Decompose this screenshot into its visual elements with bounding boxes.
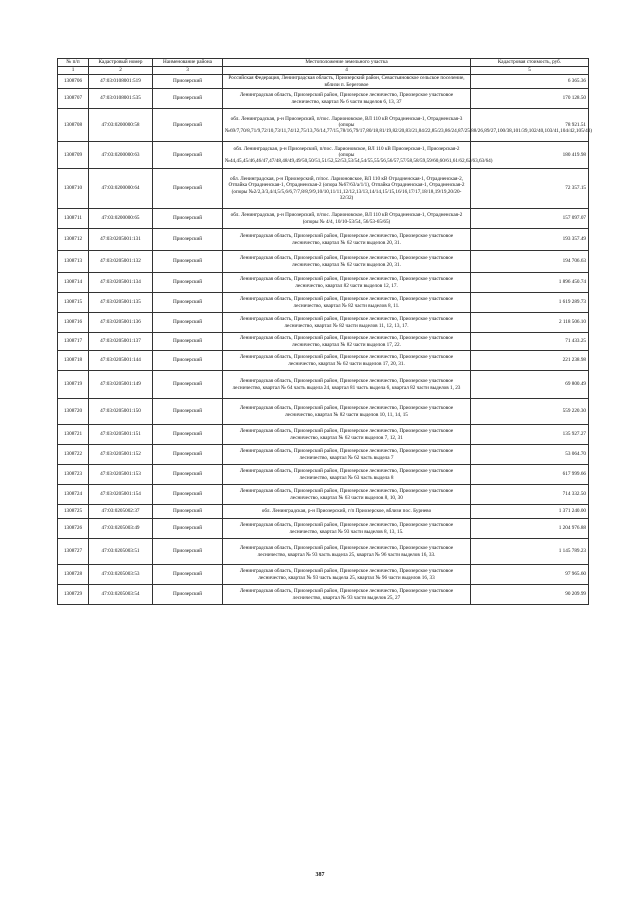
table-row <box>58 505 589 519</box>
cadastral-number: 47:03:0205002:37 <box>89 505 153 519</box>
header-cadastral-value: Кадастровая стоимость, руб. <box>471 59 589 67</box>
cadastral-number: 47:03:0205001:137 <box>89 333 153 351</box>
land-plot-location: Ленинградская область, Приозерский район, Приозерское лесничество, Приозерское участковое лесничество, квартал № 6 части выделов 6, 13, 37 <box>223 89 471 109</box>
district-name: Приозерский <box>153 445 223 465</box>
cadastral-value: 157 097.07 <box>471 209 589 229</box>
table-row <box>58 273 589 293</box>
table-row <box>58 539 589 565</box>
cadastral-number: 47:03:0205001:149 <box>89 371 153 399</box>
cadastral-number: 47:03:0200000:64 <box>89 169 153 209</box>
table-row <box>58 89 589 109</box>
district-name: Приозерский <box>153 169 223 209</box>
table-row <box>58 371 589 399</box>
cadastral-number: 47:03:0205001:131 <box>89 229 153 251</box>
district-name: Приозерский <box>153 399 223 425</box>
land-plot-location: Ленинградская область, Приозерский район, Приозерское лесничество, Приозерское участковое лесничество, квартал № 63 часть выдела 8 <box>223 465 471 485</box>
row-index: 1308713 <box>58 251 89 273</box>
district-name: Приозерский <box>153 293 223 313</box>
land-plot-location: Ленинградская область, Приозерский район, Приозерское лесничество, Приозерское участковое лесничество, квартал № 62 части выделов 20, 31. <box>223 229 471 251</box>
table-row <box>58 351 589 371</box>
district-name: Приозерский <box>153 539 223 565</box>
district-name: Приозерский <box>153 565 223 585</box>
district-name: Приозерский <box>153 425 223 445</box>
header-cadastral-number: Кадастровый номер <box>89 59 153 67</box>
land-plot-location: обл. Ленинградская, р-н Приозерский, п/пос. Ларионовское, ВЛ 110 кВ Приозерская-1, Приозерская-2 (опоры №44,45,45/46,46/47,47/48,48/49,49/50,50/51,51/52,52/53,53/54,54/55,55/56,56/57,57/58,58/59,59/60,60/61,61/62,62/63,63/64) <box>223 142 471 169</box>
cadastral-value: 1 204 976.88 <box>471 519 589 539</box>
land-plot-location: Ленинградская область, Приозерский район, Приозерское лесничество, Приозерское участковое лесничество, квартал № 62 часть выдела 7 <box>223 445 471 465</box>
district-name: Приозерский <box>153 229 223 251</box>
cadastral-value: 72 357.15 <box>471 169 589 209</box>
table-header <box>58 59 589 75</box>
row-index: 1308714 <box>58 273 89 293</box>
table-row <box>58 585 589 605</box>
cadastral-number: 47:03:0205001:154 <box>89 485 153 505</box>
district-name: Приозерский <box>153 465 223 485</box>
cadastral-value-table <box>57 58 593 605</box>
row-index: 1308726 <box>58 519 89 539</box>
table-row <box>58 209 589 229</box>
table-row <box>58 399 589 425</box>
cadastral-number: 47:03:0205001:132 <box>89 251 153 273</box>
cadastral-number: 47:03:0205001:150 <box>89 399 153 425</box>
table-row <box>58 229 589 251</box>
header-location: Местоположение земельного участка <box>223 59 471 67</box>
column-number: 1 <box>58 67 89 75</box>
land-plot-location: Ленинградская область, Приозерский район, Приозерское лесничество, Приозерское участковое лесничество, квартал № 63 части выделов 8, 10, 30 <box>223 485 471 505</box>
land-plot-location: Ленинградская область, Приозерский район, Приозерское лесничество, Приозерское участковое лесничество, квартал № 62 части выделов 7, 12, 31 <box>223 425 471 445</box>
cadastral-number: 47:03:0205001:134 <box>89 273 153 293</box>
table-row <box>58 293 589 313</box>
header-index: № п/п <box>58 59 89 67</box>
land-plot-location: Ленинградская область, Приозерский район, Приозерское лесничество, Приозерское участковое лесничество, квартал № 93 части выделов 8, 13, 15. <box>223 519 471 539</box>
land-plot-location: Российская Федерация, Ленинградская область, Приозерский район, Севастьяновское сельское поселение, вблизи п. Береговое <box>223 75 471 89</box>
table-row <box>58 333 589 351</box>
cadastral-value: 1 371 240.00 <box>471 505 589 519</box>
cadastral-number: 47:03:0205003:53 <box>89 565 153 585</box>
table-row <box>58 445 589 465</box>
table-row <box>58 169 589 209</box>
cadastral-number: 47:03:0108001:535 <box>89 89 153 109</box>
row-index: 1308728 <box>58 565 89 585</box>
district-name: Приозерский <box>153 333 223 351</box>
cadastral-number: 47:03:0205001:153 <box>89 465 153 485</box>
row-index: 1308720 <box>58 399 89 425</box>
cadastral-value: 714 332.50 <box>471 485 589 505</box>
land-plot-location: Ленинградская область, Приозерский район, Приозерское лесничество, Приозерское участковое лесничество, квартал № 82 части выделов 10, 11, 14, 15 <box>223 399 471 425</box>
cadastral-value: 180 419.98 <box>471 142 589 169</box>
land-plot-location: Ленинградская область, Приозерский район, Приозерское лесничество, Приозерское участковое лесничество, квартал № 62 части выделов 17, 20, 31. <box>223 351 471 371</box>
district-name: Приозерский <box>153 371 223 399</box>
cadastral-value: 135 927.27 <box>471 425 589 445</box>
district-name: Приозерский <box>153 505 223 519</box>
table-row <box>58 251 589 273</box>
land-plot-location: обл. Ленинградская, р-н Приозерский, п/пос. Ларионовское, ВЛ 110 кВ Отрадненская-1, Отрадненская-2, Отпайка Отрадненская-1, Отрадненская-2 (опора №67/63/а/1/1), Отпайка Отрадненская-1, Отрадненская-2 (опоры №2/2,3/3,4/4,5/5,6/6,7/7,8/8,9/9,10/10,11/11,12/12,13/13,14/14,15/15,16/16,17/17,18/18,19/19,20/20-32/32) <box>223 169 471 209</box>
table-row <box>58 519 589 539</box>
row-index: 1308712 <box>58 229 89 251</box>
column-number-row <box>58 67 589 75</box>
land-plot-location: Ленинградская область, Приозерский район, Приозерское лесничество, Приозерское участковое лесничество, квартал № 62 части выделов 20, 31. <box>223 251 471 273</box>
row-index: 1308729 <box>58 585 89 605</box>
table-row <box>58 425 589 445</box>
land-plot-location: Ленинградская область, Приозерский район, Приозерское лесничество, Приозерское участковое лесничество, квартал № 93 часть выдела 25, квартал № 96 части выделов 16, 33 <box>223 565 471 585</box>
land-plot-location: Ленинградская область, Приозерский район, Приозерское лесничество, Приозерское участковое лесничество, квартал № 82 части выделов 17, 22. <box>223 333 471 351</box>
cadastral-value: 97 965.60 <box>471 565 589 585</box>
land-plot-location: Ленинградская область, Приозерский район, Приозерское лесничество, Приозерское участковое лесничество, квартал № 64 часть выдела 24, квартал 81 часть выдела 6, квартал 82 части выделов 1, 23 <box>223 371 471 399</box>
row-index: 1308723 <box>58 465 89 485</box>
row-index: 1308717 <box>58 333 89 351</box>
land-plot-location: обл. Ленинградская, р-н Приозерский, п/пос. Ларионовское, ВЛ 110 кВ Отрадненская-1, Отрадненская-2 (опоры № 4/4, 10/10-53/54, 56/53-65/65) <box>223 209 471 229</box>
row-index: 1308716 <box>58 313 89 333</box>
row-index: 1308715 <box>58 293 89 313</box>
row-index: 1308707 <box>58 89 89 109</box>
cadastral-value: 194 706.63 <box>471 251 589 273</box>
district-name: Приозерский <box>153 273 223 293</box>
district-name: Приозерский <box>153 209 223 229</box>
cadastral-number: 47:03:0205001:144 <box>89 351 153 371</box>
cadastral-value: 193 357.49 <box>471 229 589 251</box>
cadastral-number: 47:03:0205003:54 <box>89 585 153 605</box>
row-index: 1308721 <box>58 425 89 445</box>
land-plot-location: Ленинградская область, Приозерский район, Приозерское лесничество, Приозерское участковое лесничество, квартал № 93 части выделов 25, 27 <box>223 585 471 605</box>
land-plot-location: Ленинградская область, Приозерский район, Приозерское лесничество, Приозерское участковое лесничество, квартал № 82 части выделов 11, 12, 13, 17. <box>223 313 471 333</box>
district-name: Приозерский <box>153 251 223 273</box>
row-index: 1308718 <box>58 351 89 371</box>
cadastral-value: 1 619 289.73 <box>471 293 589 313</box>
table-row <box>58 485 589 505</box>
cadastral-number: 47:03:0205001:151 <box>89 425 153 445</box>
cadastral-number: 47:03:0205001:136 <box>89 313 153 333</box>
land-plot-location: Ленинградская область, Приозерский район, Приозерское лесничество, Приозерское участковое лесничество, квартал № 82 части выделов 8, 11. <box>223 293 471 313</box>
page-number: 387 <box>315 872 325 878</box>
column-number: 4 <box>223 67 471 75</box>
cadastral-value: 53 064.70 <box>471 445 589 465</box>
row-index: 1308708 <box>58 109 89 142</box>
cadastral-value: 1 145 789.23 <box>471 539 589 565</box>
row-index: 1308722 <box>58 445 89 465</box>
district-name: Приозерский <box>153 585 223 605</box>
header-district: Наименование района <box>153 59 223 67</box>
cadastral-value: 90 209.99 <box>471 585 589 605</box>
cadastral-value: 221 238.98 <box>471 351 589 371</box>
cadastral-value: 6 365.36 <box>471 75 589 89</box>
cadastral-value: 1 896 450.74 <box>471 273 589 293</box>
table-row <box>58 313 589 333</box>
table-row <box>58 75 589 89</box>
land-plot-location: Ленинградская область, Приозерский район, Приозерское лесничество, Приозерское участковое лесничество, квартал 82 части выделов 12, 17. <box>223 273 471 293</box>
district-name: Приозерский <box>153 351 223 371</box>
district-name: Приозерский <box>153 75 223 89</box>
cadastral-value: 617 999.66 <box>471 465 589 485</box>
table-row <box>58 565 589 585</box>
cadastral-number: 47:03:0200000:58 <box>89 109 153 142</box>
row-index: 1308725 <box>58 505 89 519</box>
column-number: 3 <box>153 67 223 75</box>
land-plot-location: обл. Ленинградская, р-н Приозерский, г/п Приозерское, вблизи пос. Бурнево <box>223 505 471 519</box>
land-plot-location: Ленинградская область, Приозерский район, Приозерское лесничество, Приозерское участковое лесничество, квартал № 93 часть выдела 25, квартал № 96 части выделов 16, 33. <box>223 539 471 565</box>
table-row <box>58 142 589 169</box>
column-number: 5 <box>471 67 589 75</box>
cadastral-value: 559 220.30 <box>471 399 589 425</box>
cadastral-number: 47:03:0205001:152 <box>89 445 153 465</box>
table-row <box>58 465 589 485</box>
cadastral-number: 47:03:0205003:49 <box>89 519 153 539</box>
header-row <box>58 59 589 67</box>
cadastral-value: 71 433.25 <box>471 333 589 351</box>
district-name: Приозерский <box>153 519 223 539</box>
district-name: Приозерский <box>153 89 223 109</box>
row-index: 1308710 <box>58 169 89 209</box>
row-index: 1308709 <box>58 142 89 169</box>
row-index: 1308711 <box>58 209 89 229</box>
cadastral-value: 69 800.49 <box>471 371 589 399</box>
cadastral-number: 47:03:0200000:65 <box>89 209 153 229</box>
cadastral-number: 47:03:0205001:135 <box>89 293 153 313</box>
district-name: Приозерский <box>153 142 223 169</box>
row-index: 1308727 <box>58 539 89 565</box>
district-name: Приозерский <box>153 313 223 333</box>
land-plot-location: обл. Ленинградская, р-н Приозерский, п/пос. Ларионовское, ВЛ 110 кВ Отрадненская-1, Отрадненская-3 (опоры №69/7,70/8,71/9,72/10,73/11,74/12,75/13,76/14,77/15,78/16,79/17,80/18,81/19,82/20,83/21,84/22,85/23,86/24,87/25,88/26,89/27,100/38,101/39,102/40,103/41,104/42,105/43) <box>223 109 471 142</box>
district-name: Приозерский <box>153 485 223 505</box>
table-row <box>58 109 589 142</box>
cadastral-value: 170 128.50 <box>471 89 589 109</box>
row-index: 1308719 <box>58 371 89 399</box>
row-index: 1308706 <box>58 75 89 89</box>
cadastral-value: 78 921.51 <box>471 109 589 142</box>
table-body <box>58 75 593 605</box>
column-number: 2 <box>89 67 153 75</box>
district-name: Приозерский <box>153 109 223 142</box>
row-index: 1308724 <box>58 485 89 505</box>
cadastral-value: 2 118 506.10 <box>471 313 589 333</box>
cadastral-number: 47:03:0200000:63 <box>89 142 153 169</box>
cadastral-number: 47:03:0108001:519 <box>89 75 153 89</box>
cadastral-number: 47:03:0205003:51 <box>89 539 153 565</box>
